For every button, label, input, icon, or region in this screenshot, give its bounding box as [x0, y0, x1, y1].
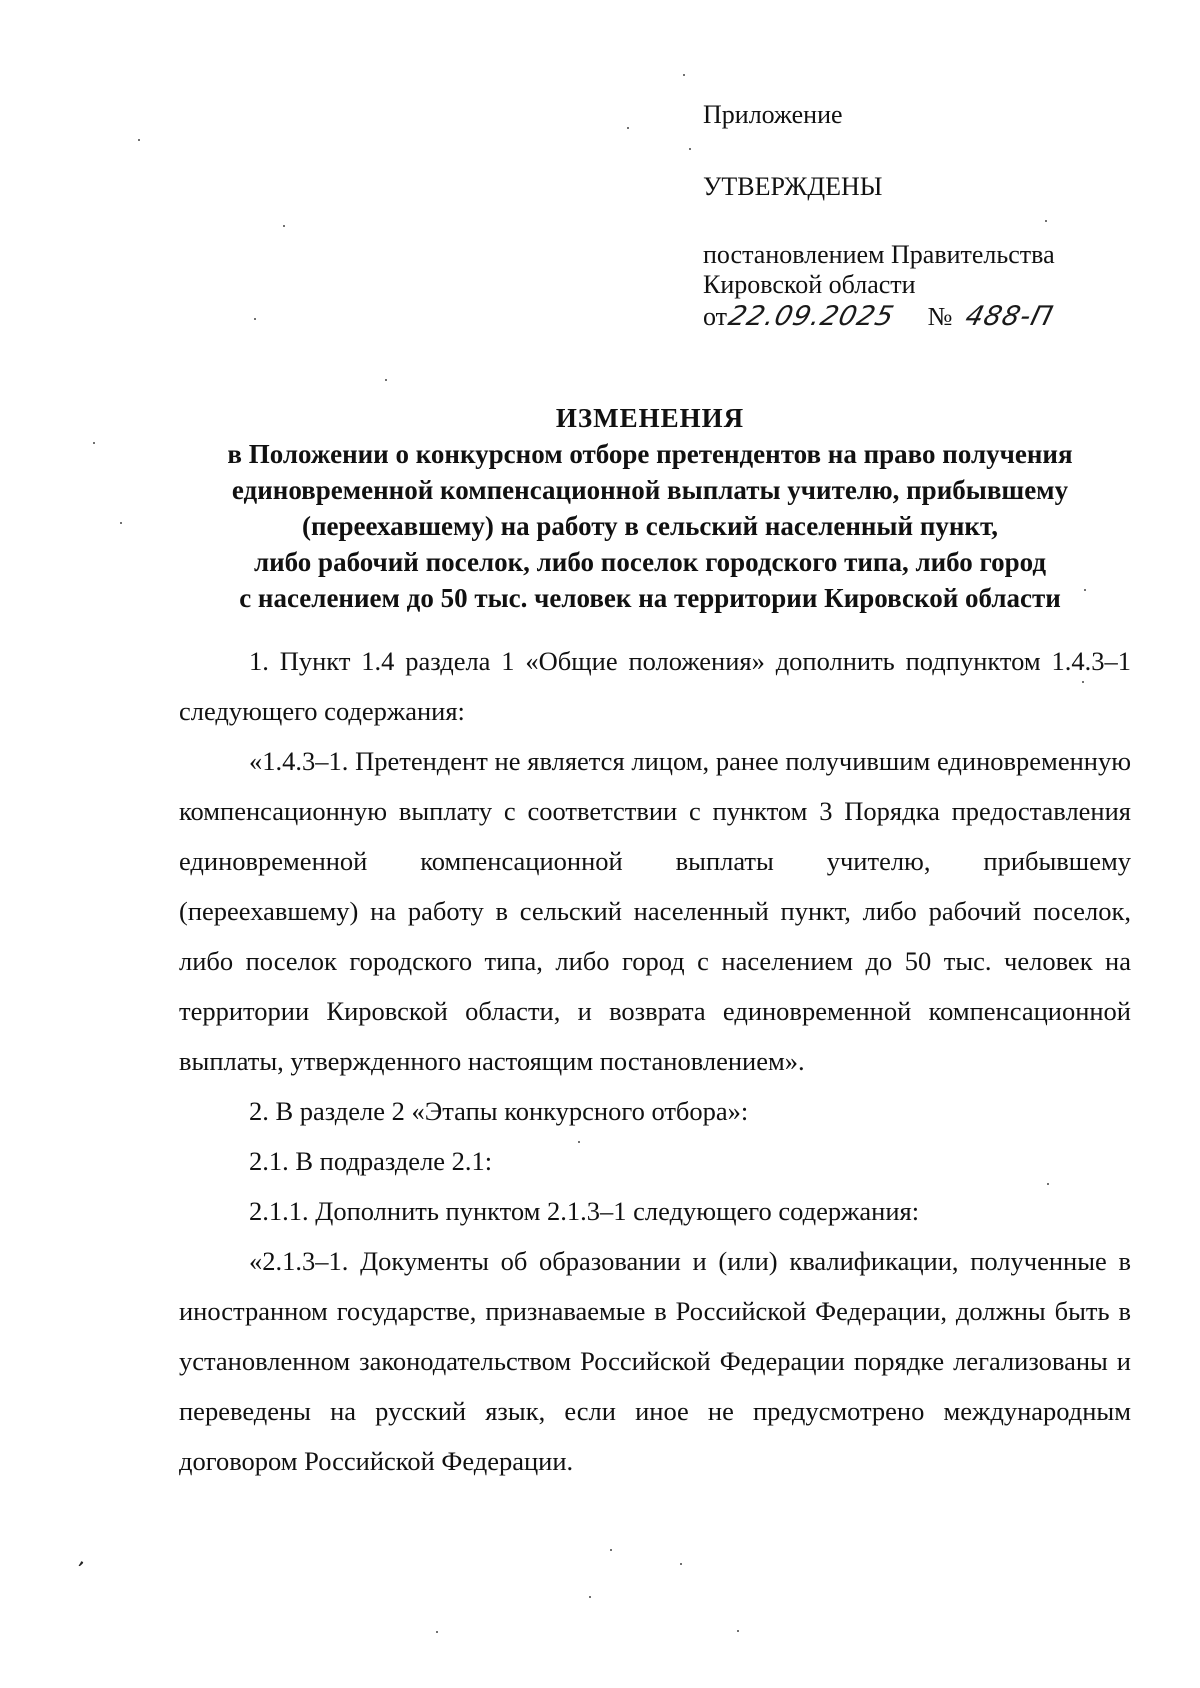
paragraph-2-1-1: 2.1.1. Дополнить пунктом 2.1.3–1 следующего содержания:	[249, 1196, 920, 1226]
scan-speck	[93, 442, 95, 444]
scan-speck	[1082, 681, 1084, 683]
scan-speck	[627, 127, 629, 129]
scan-speck	[689, 148, 691, 150]
title-line: либо рабочий поселок, либо поселок городского типа, либо город	[253, 547, 1047, 577]
handwritten-date: 22.09.2025	[725, 301, 898, 332]
document-title	[150, 400, 1150, 616]
scan-speck	[254, 318, 256, 320]
scan-mark: ʼ	[70, 1557, 87, 1584]
scan-speck	[610, 1549, 612, 1551]
number-prefix: №	[927, 302, 953, 331]
scan-speck	[680, 1563, 682, 1565]
scan-speck	[1084, 589, 1086, 591]
title-line: (переехавшему) на работу в сельский населенный пункт,	[302, 511, 998, 541]
paragraph-2: 2. В разделе 2 «Этапы конкурсного отбора»:	[249, 1096, 749, 1126]
paragraph-2-1: 2.1. В подразделе 2.1:	[249, 1146, 493, 1176]
paragraph-1-4-3-1: «1.4.3–1. Претендент не является лицом, ранее получившим единовременную компенсационную выплату с соответствии с пунктом 3 Порядка предоставления единовременной компенсационной выплаты учителю, прибывшему (переехавшему) на работу в сельский населенный пункт, либо рабочий поселок, либо поселок городского типа, либо город с населением до 50 тыс. человек на территории Кировской области, и возврата единовременной компенсационной выплаты, утвержденного настоящим постановлением».	[179, 746, 1131, 1076]
date-prefix: от	[703, 302, 728, 331]
scan-speck	[578, 1141, 580, 1143]
scan-speck	[283, 225, 285, 227]
scan-speck	[436, 1631, 438, 1633]
scan-speck	[589, 1596, 591, 1598]
handwritten-number: 488-П	[962, 301, 1058, 332]
scan-speck	[138, 139, 140, 141]
resolution-line-1: постановлением Правительства	[703, 240, 1055, 269]
scan-speck	[1045, 220, 1047, 222]
scan-speck	[737, 1630, 739, 1632]
title-heading: ИЗМЕНЕНИЯ	[555, 403, 745, 433]
approved-label: УТВЕРЖДЕНЫ	[703, 172, 883, 201]
appendix-label: Приложение	[703, 100, 843, 129]
paragraph-2-1-3-1: «2.1.3–1. Документы об образовании и (или) квалификации, полученные в иностранном государстве, признаваемые в Российской Федерации, должны быть в установленном законодательством Российской Федерации порядке легализованы и переведены на русский язык, если иное не предусмотрено международным договором Российской Федерации.	[179, 1246, 1131, 1476]
resolution-line-2: Кировской области	[703, 270, 916, 299]
title-line: в Положении о конкурсном отборе претендентов на право получения	[227, 439, 1073, 469]
title-line: единовременной компенсационной выплаты учителю, прибывшему	[231, 475, 1069, 505]
scan-speck	[385, 379, 387, 381]
scan-speck	[683, 74, 685, 76]
scan-speck	[1047, 1183, 1049, 1185]
title-line: с населением до 50 тыс. человек на территории Кировской области	[239, 583, 1061, 613]
scan-speck	[120, 522, 122, 524]
approval-block	[703, 100, 1143, 332]
paragraph-1: 1. Пункт 1.4 раздела 1 «Общие положения» дополнить подпунктом 1.4.3–1 следующего содержания:	[179, 646, 1131, 726]
document-body	[179, 636, 1131, 1486]
date-number-line	[703, 302, 1143, 332]
